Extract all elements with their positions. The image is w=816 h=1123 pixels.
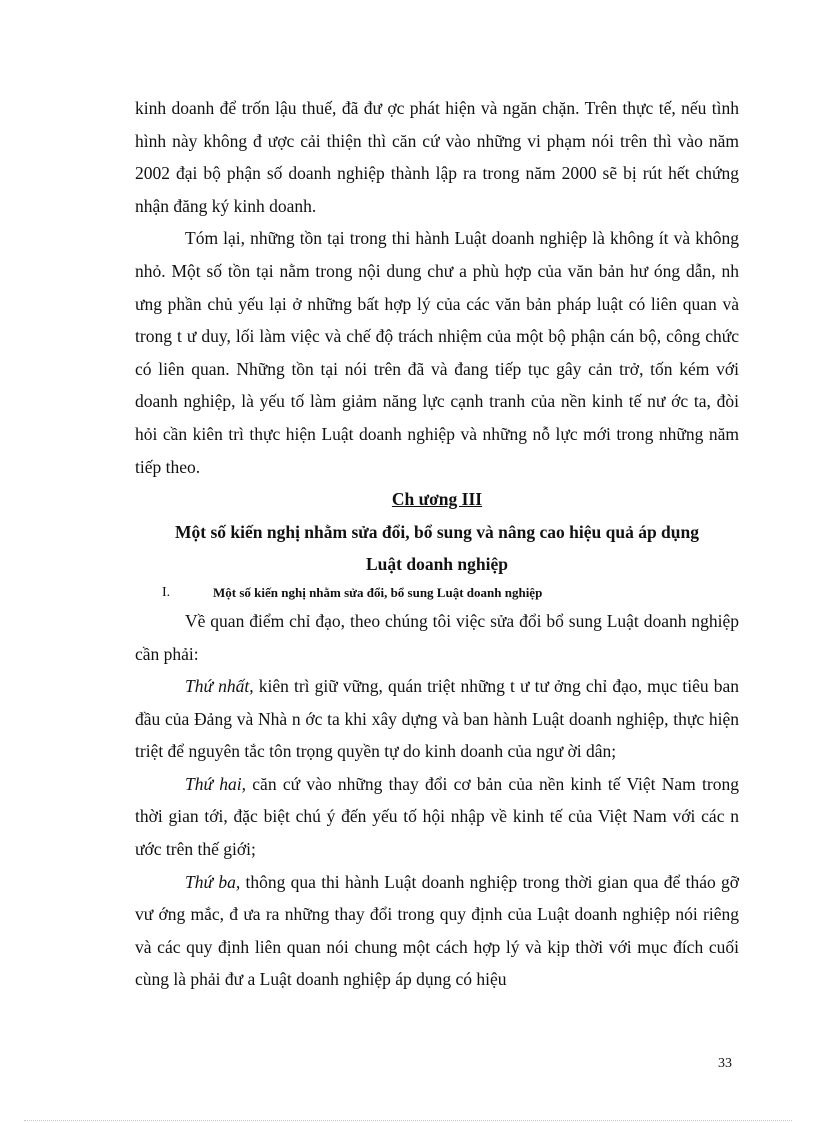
page-number: 33 (718, 1056, 732, 1071)
lead-first: Thứ nhất, (185, 676, 254, 697)
chapter-title: Ch ương III (391, 489, 483, 510)
chapter-subtitle-line2: Luật doanh nghiệp (365, 554, 508, 575)
chapter-subtitle-line1: Một số kiến nghị nhằm sửa đổi, bổ sung và nâng cao hiệu quả áp dụng (174, 521, 699, 542)
paragraph-summary: Tóm lại, những tồn tại trong thi hành Luật doanh nghiệp là không ít và không nhỏ. Một số tồn tại nằm trong nội dung chư a phù hợp của văn bản hư óng dẫn, nh ưng phần chủ yếu lại ở những bất hợp lý của các văn bản pháp luật có liên quan và trong t ư duy, lối làm việc và chế độ trách nhiệm của một bộ phận cán bộ, công chức có liên quan. Những tồn tại nói trên đã và đang tiếp tục gây cản trở, tốn kém với doanh nghiệp, là yếu tố làm giảm năng lực cạnh tranh của nền kinh tế nư ớc ta, đòi hỏi cần kiên trì thực hiện Luật doanh nghiệp và những nỗ lực mới trong những năm tiếp theo. (135, 228, 739, 477)
lead-third: Thứ ba, (185, 871, 241, 892)
page-bottom-divider (24, 1120, 792, 1121)
paragraph-tax-evasion: kinh doanh để trốn lậu thuế, đã đư ợc phát hiện và ngăn chặn. Trên thực tế, nếu tình hình này không đ ược cải thiện thì căn cứ vào những vi phạm nói trên thì vào năm 2002 đại bộ phận số doanh nghiệp thành lập ra trong năm 2000 sẽ bị rút hết chứng nhận đăng ký kinh doanh. (135, 98, 739, 216)
section-heading (135, 581, 739, 605)
paragraph-third (135, 866, 739, 996)
lead-second: Thứ hai, (185, 773, 247, 794)
body-text (135, 92, 739, 996)
text-third: thông qua thi hành Luật doanh nghiệp trong thời gian qua để tháo gỡ vư ớng mắc, đ ưa ra những thay đổi trong quy định của Luật doanh nghiệp nói riêng và các quy định liên quan nói chung một cách hợp lý và kịp thời với mục đích cuối cùng là phải đư a Luật doanh nghiệp áp dụng có hiệu (135, 871, 740, 990)
text-second: căn cứ vào những thay đổi cơ bản của nền kinh tế Việt Nam trong thời gian tới, đặc biệt chú ý đến yếu tố hội nhập về kinh tế của Việt Nam với các n ước trên thế giới; (135, 773, 739, 860)
paragraph-second (135, 768, 739, 866)
paragraph-intro: Về quan điểm chỉ đạo, theo chúng tôi việc sửa đổi bổ sung Luật doanh nghiệp cần phải: (135, 610, 739, 664)
section-heading-text: Một số kiến nghị nhằm sửa đổi, bổ sung Luật doanh nghiệp (213, 584, 543, 600)
paragraph-first (135, 670, 739, 768)
section-number: I. (162, 584, 171, 600)
text-first: kiên trì giữ vững, quán triệt những t ư tư ởng chỉ đạo, mục tiêu ban đầu của Đảng và Nhà n ớc ta khi xây dựng và ban hành Luật doanh nghiệp, thực hiện triệt để nguyên tắc tôn trọng quyền tự do kinh doanh của ngư ời dân; (135, 676, 739, 762)
